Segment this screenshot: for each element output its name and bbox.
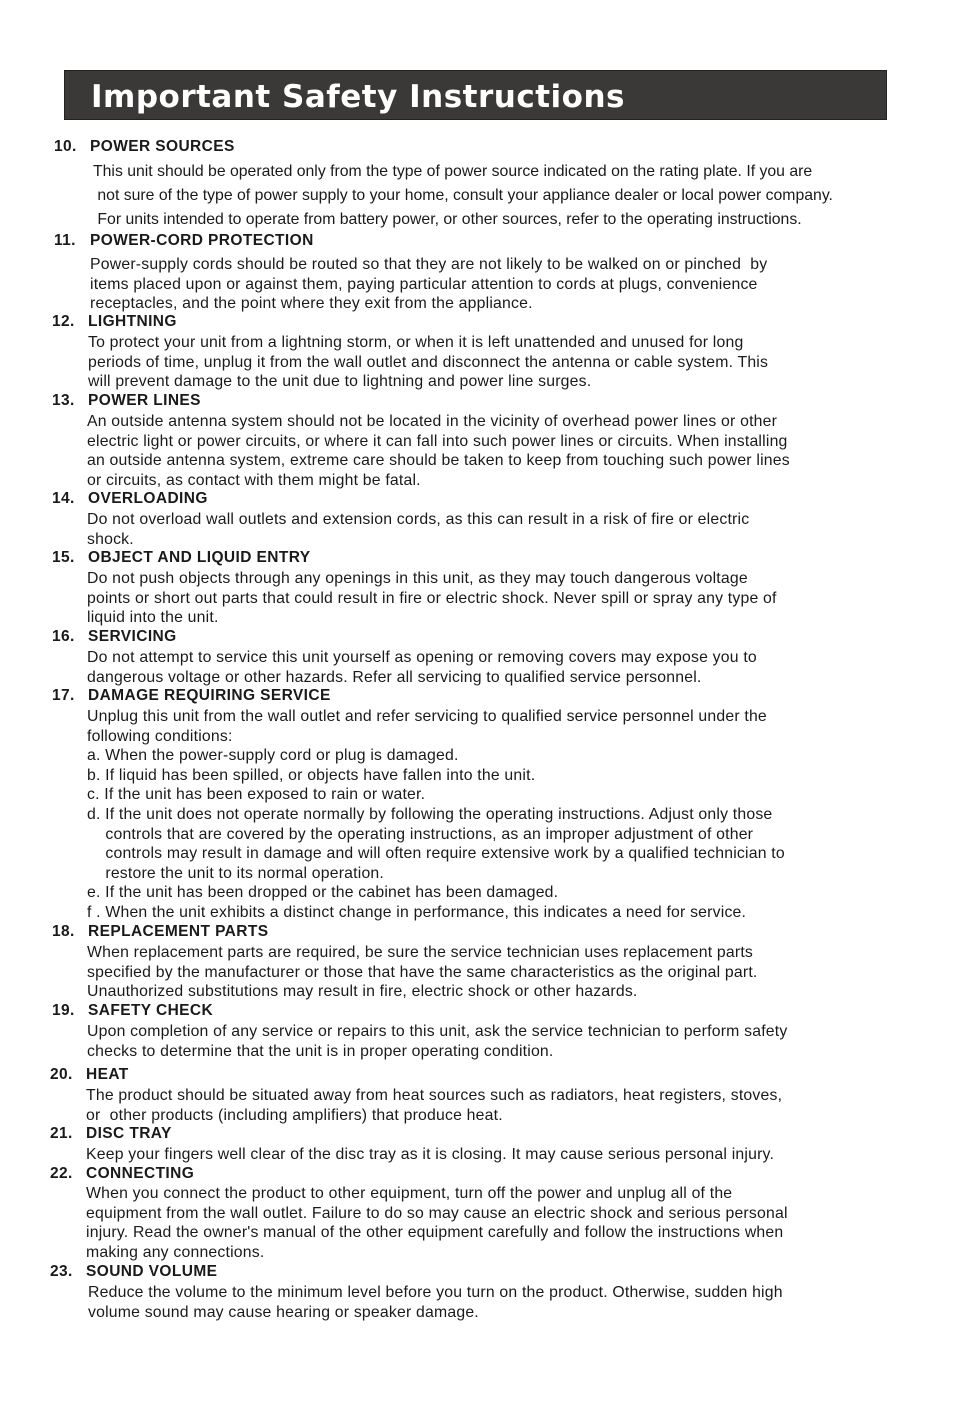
section-title: SOUND VOLUME [86, 1263, 218, 1280]
body-line: Do not push objects through any openings in this unit, as they may touch dangerous voltage [87, 570, 748, 587]
section-number: 20. [50, 1066, 73, 1083]
section-title: POWER SOURCES [90, 138, 235, 155]
body-line: b. If liquid has been spilled, or objects have fallen into the unit. [87, 766, 536, 784]
page-title: Important Safety Instructions [91, 79, 625, 115]
section-heading [52, 923, 268, 941]
section-body [88, 333, 768, 392]
body-line: Power-supply cords should be routed so that they are not likely to be walked on or pinched by [90, 256, 768, 273]
section-heading [52, 687, 331, 705]
section-heading [50, 1165, 194, 1183]
section-body [87, 1022, 787, 1061]
section-number: 21. [50, 1125, 73, 1142]
body-line: c. If the unit has been exposed to rain or water. [87, 786, 426, 804]
section-body [93, 160, 833, 232]
body-line: Upon completion of any service or repairs to this unit, ask the service technician to perform safety [87, 1023, 788, 1040]
body-line: periods of time, unplug it from the wall outlet and disconnect the antenna or cable system. This [88, 353, 769, 371]
section-heading [50, 1066, 129, 1084]
body-line: specified by the manufacturer or those that have the same characteristics as the original part. [87, 963, 758, 981]
section-title: POWER-CORD PROTECTION [90, 232, 314, 249]
section-number: 10. [54, 138, 77, 155]
section-title: LIGHTNING [88, 313, 177, 330]
section-title: SAFETY CHECK [88, 1002, 214, 1019]
section-title: DAMAGE REQUIRING SERVICE [88, 687, 331, 704]
section-body [90, 255, 767, 314]
body-line: Do not attempt to service this unit yourself as opening or removing covers may expose you to [87, 649, 757, 666]
body-line: controls that are covered by the operating instructions, as an improper adjustment of other [87, 825, 754, 843]
section-body [87, 648, 757, 687]
body-line: receptacles, and the point where they exit from the appliance. [90, 295, 533, 313]
section-heading [52, 1002, 213, 1020]
body-line: following conditions: [87, 727, 233, 745]
body-line: a. When the power-supply cord or plug is damaged. [87, 747, 459, 765]
section-body [86, 1184, 788, 1262]
body-line: Reduce the volume to the minimum level before you turn on the product. Otherwise, sudden high [88, 1284, 783, 1301]
body-line: Keep your fingers well clear of the disc tray as it is closing. It may cause serious personal injury. [86, 1146, 775, 1163]
section-heading [52, 549, 310, 567]
body-line: dangerous voltage or other hazards. Refer all servicing to qualified service personnel. [87, 668, 702, 686]
section-heading [50, 1263, 217, 1281]
section-title: POWER LINES [88, 392, 201, 409]
section-title: SERVICING [88, 628, 177, 645]
body-line: controls may result in damage and will often require extensive work by a qualified technician to [87, 845, 785, 863]
title-banner [64, 70, 887, 120]
body-line: checks to determine that the unit is in proper operating condition. [87, 1042, 554, 1060]
section-number: 16. [52, 628, 75, 645]
section-body [86, 1145, 774, 1165]
body-line: not sure of the type of power supply to your home, consult your appliance dealer or local power company. [93, 187, 833, 204]
section-number: 18. [52, 923, 75, 940]
section-title: CONNECTING [86, 1165, 195, 1182]
body-line: will prevent damage to the unit due to lightning and power line surges. [88, 373, 592, 391]
body-line: When replacement parts are required, be sure the service technician uses replacement parts [87, 944, 754, 961]
section-title: OBJECT AND LIQUID ENTRY [88, 549, 311, 566]
section-title: OVERLOADING [88, 490, 208, 507]
section-number: 11. [54, 232, 76, 249]
section-title: HEAT [86, 1066, 129, 1083]
body-line: Unplug this unit from the wall outlet and refer servicing to qualified service personnel under the [87, 708, 767, 725]
body-line: d. If the unit does not operate normally by following the operating instructions. Adjust only those [87, 805, 773, 823]
section-body [88, 1283, 783, 1322]
section-body [87, 943, 758, 1002]
section-heading [52, 628, 177, 646]
section-number: 14. [52, 490, 75, 507]
section-title: DISC TRAY [86, 1125, 172, 1142]
section-title: REPLACEMENT PARTS [88, 923, 269, 940]
section-number: 13. [52, 392, 75, 409]
section-heading [52, 392, 201, 410]
section-body [87, 569, 777, 628]
section-number: 15. [52, 549, 75, 566]
section-body [86, 1086, 782, 1125]
section-number: 12. [52, 313, 75, 330]
body-line: When you connect the product to other equipment, turn off the power and unplug all of the [86, 1185, 733, 1202]
body-line: f . When the unit exhibits a distinct change in performance, this indicates a need for service. [87, 903, 747, 921]
body-line: For units intended to operate from battery power, or other sources, refer to the operating instructions. [93, 211, 802, 228]
section-number: 22. [50, 1165, 73, 1182]
body-line: Do not overload wall outlets and extension cords, as this can result in a risk of fire or electric [87, 511, 750, 528]
section-number: 17. [52, 687, 75, 704]
section-heading [54, 232, 314, 250]
body-line: An outside antenna system should not be located in the vicinity of overhead power lines or other [87, 413, 778, 430]
body-line: liquid into the unit. [87, 609, 219, 627]
section-number: 23. [50, 1263, 73, 1280]
section-heading [54, 138, 235, 156]
body-line: items placed upon or against them, paying particular attention to cords at plugs, convenience [90, 275, 758, 293]
body-line: points or short out parts that could result in fire or electric shock. Never spill or spray any type of [87, 589, 777, 607]
body-line: Unauthorized substitutions may result in fire, electric shock or other hazards. [87, 983, 638, 1001]
body-line: or other products (including amplifiers) that produce heat. [86, 1106, 503, 1124]
section-heading [50, 1125, 172, 1143]
body-line: This unit should be operated only from the type of power source indicated on the rating plate. If you are [93, 163, 813, 180]
body-line: an outside antenna system, extreme care should be taken to keep from touching such power lines [87, 452, 790, 470]
body-line: restore the unit to its normal operation. [87, 864, 384, 882]
section-body [87, 707, 785, 923]
section-heading [52, 313, 177, 331]
body-line: making any connections. [86, 1243, 265, 1261]
body-line: or circuits, as contact with them might be fatal. [87, 471, 421, 489]
section-body [87, 412, 790, 490]
body-line: electric light or power circuits, or where it can fall into such power lines or circuits. When installing [87, 432, 788, 450]
section-body [87, 510, 749, 549]
body-line: The product should be situated away from heat sources such as radiators, heat registers, stoves, [86, 1087, 783, 1104]
section-number: 19. [52, 1002, 75, 1019]
section-heading [52, 490, 208, 508]
body-line: shock. [87, 530, 134, 548]
body-line: volume sound may cause hearing or speaker damage. [88, 1303, 479, 1321]
body-line: e. If the unit has been dropped or the cabinet has been damaged. [87, 884, 559, 902]
body-line: To protect your unit from a lightning storm, or when it is left unattended and unused for long [88, 334, 744, 351]
body-line: equipment from the wall outlet. Failure to do so may cause an electric shock and serious personal [86, 1204, 788, 1222]
body-line: injury. Read the owner's manual of the other equipment carefully and follow the instructions when [86, 1224, 784, 1242]
